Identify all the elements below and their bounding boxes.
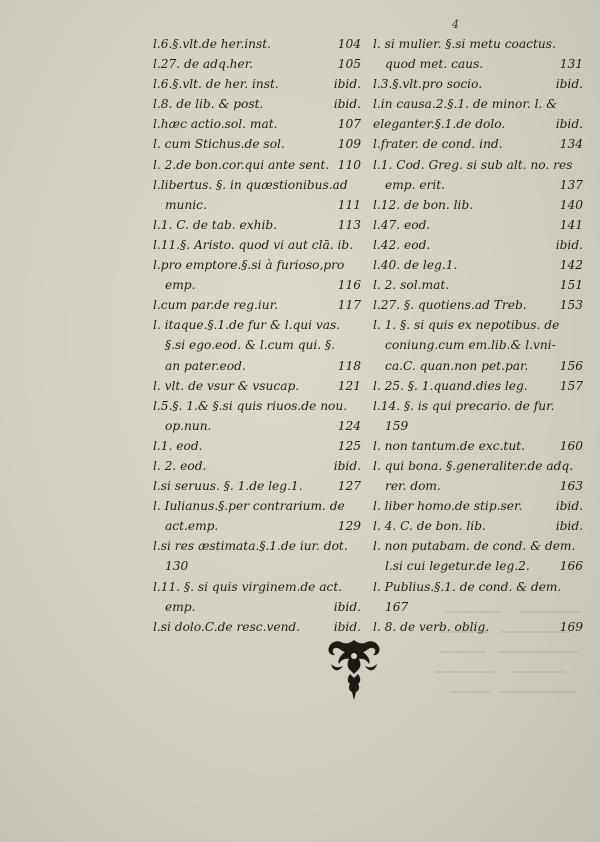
entry-page-number: 107: [337, 117, 361, 132]
index-entry: [153, 376, 363, 396]
entry-page-number: ibid.: [333, 97, 361, 112]
index-entry: [153, 456, 363, 476]
index-entry: [153, 175, 363, 195]
index-entry: [153, 476, 363, 496]
index-entry: [153, 536, 363, 556]
entry-citation: l.8. de lib. & post.: [153, 97, 264, 112]
entry-page-number: ibid.: [555, 77, 583, 92]
entry-citation: l.27. de adq.her.: [153, 57, 254, 72]
index-entry: [373, 54, 585, 74]
entry-page-number: 156: [559, 358, 583, 373]
entry-citation: coniung.cum em.lib.& l.vni-: [385, 338, 556, 353]
index-entry: [153, 416, 363, 436]
index-entry: [373, 215, 585, 235]
entry-citation: l. si mulier. §.si metu coactus.: [373, 37, 556, 51]
entry-page-number: 163: [559, 479, 583, 494]
entry-citation: l. 8. de verb. oblig.: [373, 619, 490, 634]
entry-page-number: 125: [337, 438, 361, 453]
index-column-left: [153, 34, 363, 637]
index-entry: [373, 275, 585, 295]
entry-citation: l. 2.de bon.cor.qui ante sent.: [153, 157, 330, 172]
index-entry: [373, 295, 585, 315]
entry-citation: l.40. de leg.1.: [373, 258, 458, 273]
entry-page-number: 111: [337, 197, 361, 212]
entry-citation: l.14. §. is qui precario. de fur.: [373, 398, 555, 413]
index-entry: [153, 74, 363, 94]
index-entry: [153, 516, 363, 536]
entry-citation: l.si dolo.C.de resc.vend.: [153, 619, 301, 634]
index-entry: [153, 396, 363, 416]
index-entry: [373, 376, 585, 396]
entry-citation: l.si res æstimata.§.1.de iur. dot.: [153, 539, 348, 554]
index-entry: [153, 295, 363, 315]
index-entry: [153, 34, 363, 54]
entry-citation: l.libertus. §. in quæstionibus.ad: [153, 177, 348, 192]
entry-citation: l.11.§. Aristo. quod vi aut clā. ib.: [153, 237, 354, 252]
entry-citation: op.nun.: [165, 418, 212, 433]
entry-citation: l.si seruus. §. 1.de leg.1.: [153, 479, 303, 494]
entry-page-number: 124: [337, 418, 361, 433]
index-entry: [373, 577, 585, 597]
index-entry: [373, 235, 585, 255]
index-entry: [153, 496, 363, 516]
entry-page-number: 121: [337, 378, 361, 393]
entry-citation: 167: [385, 599, 409, 614]
entry-citation: l. non putabam. de cond. & dem.: [373, 539, 576, 554]
entry-page-number: 118: [337, 358, 361, 373]
entry-citation: l. vlt. de vsur & vsucap.: [153, 378, 300, 393]
entry-citation: emp. erit.: [385, 177, 446, 192]
index-entry: [153, 556, 363, 576]
index-entry: [153, 356, 363, 376]
index-entry: [153, 235, 363, 255]
signature-mark: 4: [452, 18, 459, 31]
entry-citation: l. liber homo.de stip.ser.: [373, 499, 523, 514]
entry-citation: act.emp.: [165, 519, 219, 534]
entry-page-number: 116: [337, 278, 361, 293]
entry-citation: l. 25. §. 1.quand.dies leg.: [373, 378, 528, 393]
entry-citation: l.47. eod.: [373, 217, 431, 232]
entry-page-number: 141: [559, 217, 583, 232]
printers-fleuron-icon: [323, 634, 385, 704]
index-entry: [373, 315, 585, 335]
entry-citation: l.12. de bon. lib.: [373, 197, 474, 212]
entry-citation: l.frater. de cond. ind.: [373, 137, 503, 152]
entry-citation: §.si ego.eod. & l.cum qui. §.: [165, 338, 335, 353]
entry-citation: quod met. caus.: [385, 57, 484, 72]
index-entry: [153, 436, 363, 456]
entry-citation: l.1. Cod. Greg. si sub alt. no. res: [373, 157, 573, 172]
index-entry: [153, 155, 363, 175]
index-entry: [373, 476, 585, 496]
index-entry: [153, 335, 363, 355]
entry-citation: rer. dom.: [385, 479, 441, 494]
entry-citation: l. non tantum.de exc.tut.: [373, 438, 525, 453]
entry-citation: l.42. eod.: [373, 237, 431, 252]
index-entry: [153, 114, 363, 134]
entry-citation: l. 4. C. de bon. lib.: [373, 519, 486, 534]
entry-page-number: 160: [559, 438, 583, 453]
entry-citation: l.in causa.2.§.1. de minor. l. &: [373, 97, 558, 112]
entry-page-number: 134: [559, 137, 583, 152]
index-entry: [373, 74, 585, 94]
index-entry: [373, 436, 585, 456]
index-entry: [373, 114, 585, 134]
entry-citation: l. 1. §. si quis ex nepotibus. de: [373, 318, 560, 333]
index-entry: [373, 175, 585, 195]
index-entry: [373, 396, 585, 416]
entry-page-number: 169: [559, 619, 583, 634]
index-entry: [153, 134, 363, 154]
index-entry: [153, 255, 363, 275]
entry-citation: l. qui bona. §.generaliter.de adq.: [373, 458, 574, 473]
entry-citation: l.1. C. de tab. exhib.: [153, 217, 278, 232]
index-entry: [373, 94, 585, 114]
entry-page-number: 105: [337, 57, 361, 72]
entry-citation: ca.C. quan.non pet.par.: [385, 358, 529, 373]
index-entry: [373, 516, 585, 536]
entry-citation: l. 2. eod.: [153, 458, 207, 473]
index-entry: [153, 315, 363, 335]
entry-citation: l.3.§.vlt.pro socio.: [373, 77, 483, 92]
entry-citation: l.6.§.vlt.de her.inst.: [153, 37, 272, 51]
index-entry: [373, 356, 585, 376]
entry-citation: l.hæc actio.sol. mat.: [153, 117, 278, 132]
index-entry: [373, 255, 585, 275]
index-entry: [373, 155, 585, 175]
entry-citation: l.cum par.de reg.iur.: [153, 298, 279, 313]
entry-page-number: 109: [337, 137, 361, 152]
index-entry: [373, 536, 585, 556]
entry-page-number: 142: [559, 258, 583, 273]
index-entry: [373, 496, 585, 516]
entry-page-number: 166: [559, 559, 583, 574]
show-through-texture: [420, 600, 590, 720]
entry-page-number: ibid.: [333, 619, 361, 634]
entry-citation: l. Iulianus.§.per contrarium. de: [153, 499, 345, 514]
entry-page-number: ibid.: [333, 599, 361, 614]
entry-page-number: 137: [559, 177, 583, 192]
index-entry: [153, 577, 363, 597]
entry-citation: l.1. eod.: [153, 438, 203, 453]
entry-page-number: 151: [559, 278, 583, 293]
entry-citation: 159: [385, 418, 409, 433]
index-entry: [153, 275, 363, 295]
entry-citation: l.11. §. si quis virginem.de act.: [153, 579, 343, 594]
entry-page-number: ibid.: [555, 237, 583, 252]
index-entry: [373, 195, 585, 215]
index-entry: [153, 215, 363, 235]
index-entry: [373, 134, 585, 154]
entry-page-number: 110: [337, 157, 361, 172]
entry-citation: l. Publius.§.1. de cond. & dem.: [373, 579, 562, 594]
index-entry: [153, 54, 363, 74]
index-entry: [153, 597, 363, 617]
entry-citation: l. itaque.§.1.de fur & l.qui vas.: [153, 318, 341, 333]
entry-citation: emp.: [165, 599, 196, 614]
entry-page-number: 129: [337, 519, 361, 534]
index-column-right: [373, 34, 585, 637]
entry-citation: l. cum Stichus.de sol.: [153, 137, 285, 152]
entry-page-number: 140: [559, 197, 583, 212]
entry-citation: eleganter.§.1.de dolo.: [373, 117, 506, 132]
index-entry: [373, 34, 585, 54]
entry-citation: l.6.§.vlt. de her. inst.: [153, 77, 279, 92]
entry-citation: l.pro emptore.§.si à furioso,pro: [153, 258, 345, 273]
entry-citation: emp.: [165, 278, 196, 293]
index-entry: [373, 456, 585, 476]
index-entry: [153, 94, 363, 114]
index-entry: [373, 416, 585, 436]
entry-citation: l.si cui legetur.de leg.2.: [385, 559, 530, 574]
entry-page-number: 157: [559, 378, 583, 393]
entry-page-number: 117: [337, 298, 361, 313]
entry-page-number: ibid.: [555, 499, 583, 514]
entry-page-number: 153: [559, 298, 583, 313]
index-entry: [373, 556, 585, 576]
entry-page-number: ibid.: [333, 458, 361, 473]
entry-page-number: 104: [337, 37, 361, 51]
entry-citation: munic.: [165, 197, 207, 212]
entry-citation: l. 2. sol.mat.: [373, 278, 450, 293]
entry-citation: an pater.eod.: [165, 358, 246, 373]
entry-citation: 130: [165, 559, 189, 574]
entry-page-number: 127: [337, 479, 361, 494]
index-entry: [153, 195, 363, 215]
entry-page-number: 131: [559, 57, 583, 72]
entry-page-number: 113: [337, 217, 361, 232]
entry-citation: l.27. §. quotiens.ad Treb.: [373, 298, 527, 313]
entry-page-number: ibid.: [555, 117, 583, 132]
entry-citation: l.5.§. 1.& §.si quis riuos.de nou.: [153, 398, 348, 413]
entry-page-number: ibid.: [333, 77, 361, 92]
index-entry: [373, 335, 585, 355]
entry-page-number: ibid.: [555, 519, 583, 534]
